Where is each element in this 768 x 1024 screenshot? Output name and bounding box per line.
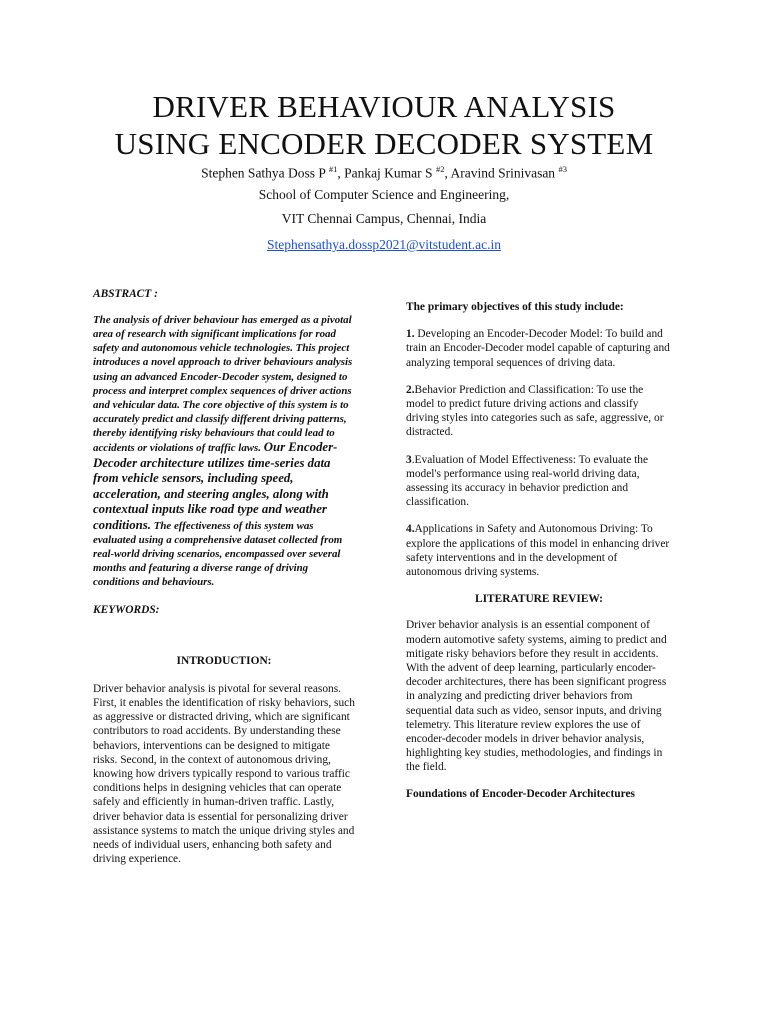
paper-title [0,88,768,162]
author-name: Pankaj Kumar S [344,165,433,181]
right-column [406,300,672,801]
abstract-part-3: The effectiveness of this system was evaluated using a comprehensive dataset collected from real-world driving scenarios, encompassed over several months and featuring a diverse range of driving conditions and behaviours. [93,519,343,589]
abstract-heading: ABSTRACT : [93,288,158,300]
objective-number: 2. [406,383,415,396]
objective-number: 3 [406,453,412,466]
foundations-subheading: Foundations of Encoder-Decoder Architectures [406,787,635,800]
literature-review-text: Driver behavior analysis is an essential component of modern automotive safety systems, aiming to predict and mitigate risky behaviors before they result in accidents. With the advent of deep learning, particularly encoder-decoder architectures, there has been significant progress in analyzing and predicting driver behaviors from sequential data such as video, sensor inputs, and driving telemetry. This literature review explores the use of encoder-decoder models in driver behavior analysis, highlighting key studies, methodologies, and findings in the field. [406,619,667,774]
objective-item [406,453,672,510]
objective-number: 1. [406,328,415,341]
objective-text: Developing an Encoder-Decoder Model: To build and train an Encoder-Decoder model capable of capturing and analyzing temporal sequences of driving data. [406,328,670,369]
objective-item [406,327,672,370]
author-mark: #1 [328,164,338,174]
objective-number: 4. [406,523,415,536]
objective-text: Behavior Prediction and Classification: To use the model to predict future driving actions and classify driving styles into categories such as safe, aggressive, or distracted. [406,383,664,439]
affiliation-line-2: VIT Chennai Campus, Chennai, India [281,211,487,226]
email-link[interactable]: Stephensathya.dossp2021@vitstudent.ac.in [266,237,502,252]
abstract-part-2: Our Encoder-Decoder architecture utilizes time-series data from vehicle sensors, including speed, acceleration, and steering angles, along with contextual inputs like road type and weather conditions. [93,440,338,532]
author-mark: #3 [558,164,567,174]
author-name: Stephen Sathya Doss P [201,165,326,181]
objective-text: Applications in Safety and Autonomous Driving: To explore the applications of this model in enhancing driver safety interventions and in the development of autonomous driving systems. [406,523,670,579]
title-line-1: DRIVER BEHAVIOUR ANALYSIS [152,89,616,124]
author-mark: #2 [435,164,445,174]
author-name: Aravind Srinivasan [450,165,556,181]
author-list: Stephen Sathya Doss P $^{\#1}$, Pankaj Kumar S $^{\#2}$, Aravind Srinivasan $^{\#3}$ [201,164,567,181]
literature-review-heading: LITERATURE REVIEW: [475,593,603,606]
abstract-text [93,313,355,589]
keywords-heading: KEYWORDS: [93,604,160,617]
introduction-text: Driver behavior analysis is pivotal for several reasons. First, it enables the identification of risky behaviors, such as aggressive or distracted driving, which are significant contributors to road accidents. By understanding these behaviors, interventions can be designed to mitigate risks. Second, in the context of autonomous driving, knowing how drivers typically respond to various traffic conditions helps in designing vehicles that can operate safely and efficiently in human-driven traffic. Lastly, driver behavior data is essential for personalizing driver assistance systems to match the unique driving styles and needs of individual users, enhancing both safety and driving experience. [93,682,355,866]
affiliation-line-1: School of Computer Science and Engineering, [258,187,510,202]
title-line-2: USING ENCODER DECODER SYSTEM [114,126,654,161]
left-column [93,287,355,866]
objective-item [406,383,672,440]
objective-text: .Evaluation of Model Effectiveness: To evaluate the model's performance using real-world driving data, assessing its accuracy in behavior prediction and classification. [406,453,649,509]
objectives-heading: The primary objectives of this study include: [406,301,624,313]
objective-item [406,522,672,579]
abstract-part-1: The analysis of driver behaviour has emerged as a pivotal area of research with significant implications for road safety and autonomous vehicle technologies. This project introduces a novel approach to driver behaviours analysis using an advanced Encoder-Decoder system, designed to process and interpret complex sequences of driver actions and vehicular data. The core objective of this system is to accurately predict and classify different driving patterns, thereby identifying risky behaviours that could lead to accidents or violations of traffic laws. [93,314,353,455]
introduction-heading: INTRODUCTION: [176,654,272,667]
